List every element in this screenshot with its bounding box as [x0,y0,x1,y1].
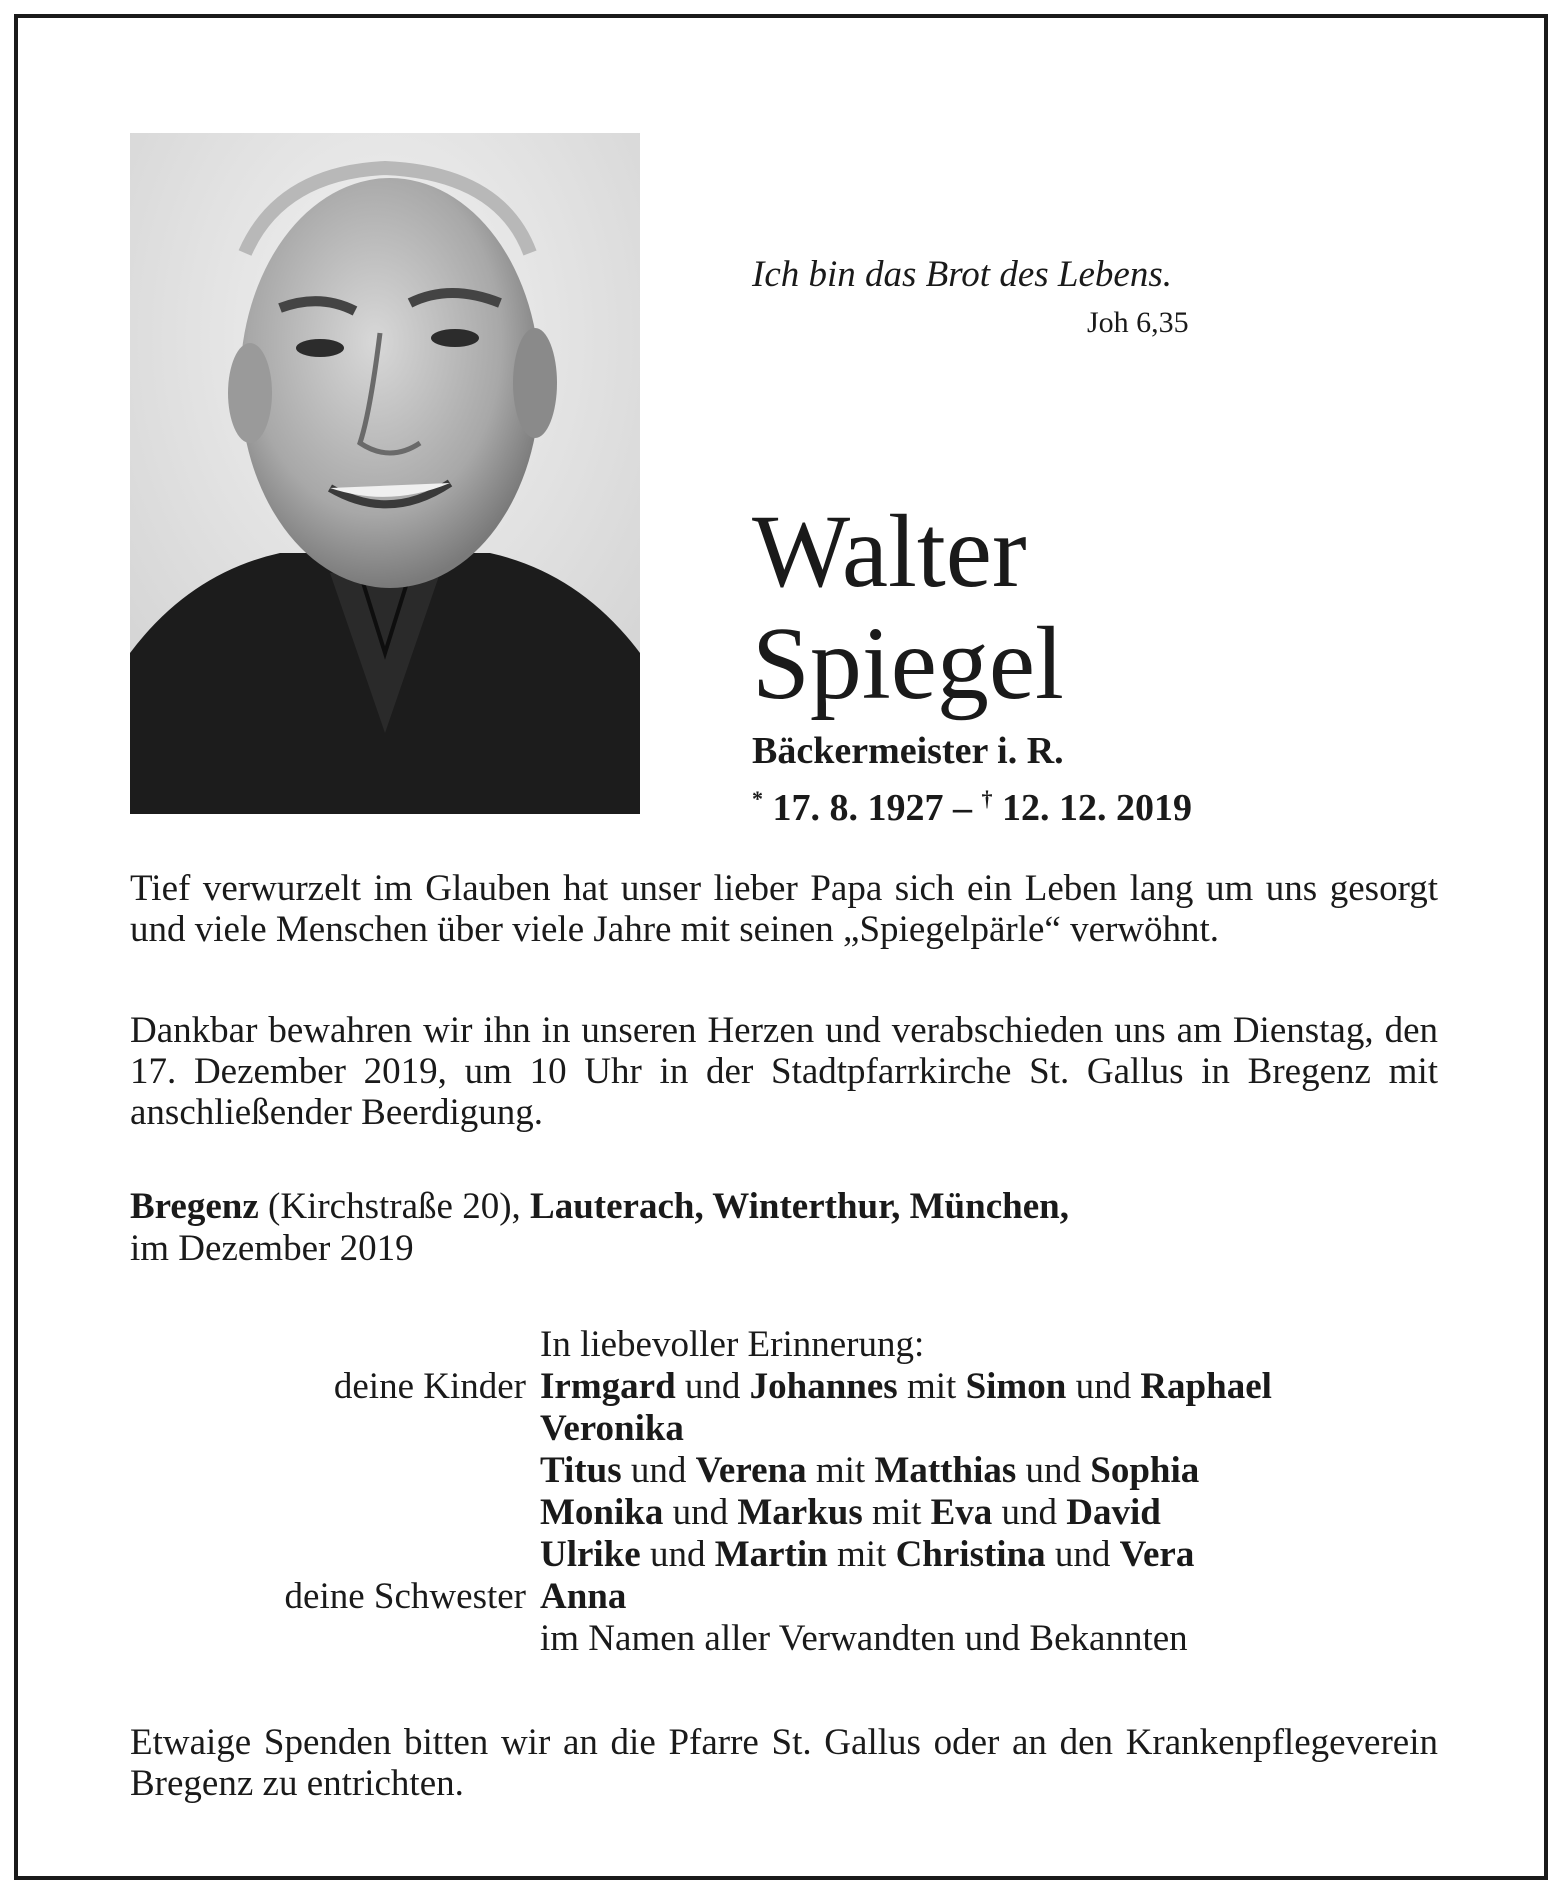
mourners-list [130,1324,1430,1660]
mourners-intro: In liebevoller Erinnerung: [540,1324,925,1365]
donation-paragraph: Etwaige Spenden bitten wir an die Pfarre St. Gallus oder an den Krankenpflegeverein Bregenz zu entrichten. [130,1722,1438,1804]
connector: und [640,1534,715,1575]
last-name: Spiegel [752,606,1064,721]
connector: mit [806,1450,875,1491]
life-dates [752,776,1192,831]
connector: mit [827,1534,896,1575]
connector: und [1045,1534,1120,1575]
bible-quote: Ich bin das Brot des Lebens. [752,254,1172,295]
mourner-name: Ulrike [540,1534,641,1575]
mourner-name: Simon [965,1366,1067,1407]
connector: und [1066,1366,1141,1407]
portrait-photo [130,133,640,814]
connector: und [663,1492,738,1533]
place-address: (Kirchstraße 20), [258,1186,531,1227]
mourner-name: Johannes [749,1366,898,1407]
connector: und [992,1492,1067,1533]
mourner-name: Anna [540,1576,627,1617]
mourner-name: Sophia [1090,1450,1200,1491]
mourner-name: Matthias [874,1450,1017,1491]
list-item [130,1450,1430,1492]
mourner-name: Titus [540,1450,622,1491]
mourners-closing: im Namen aller Verwandten und Bekannten [540,1618,1188,1659]
mourner-name: Vera [1119,1534,1195,1575]
connector: und [621,1450,696,1491]
profession-title: Bäckermeister i. R. [752,730,1064,772]
connector: und [1016,1450,1091,1491]
birth-symbol: * [752,786,763,811]
mourner-name: Martin [714,1534,828,1575]
birth-date: 17. 8. 1927 [772,787,944,829]
mourner-name: Eva [930,1492,993,1533]
funeral-paragraph: Dankbar bewahren wir ihn in unseren Herzen und verabschieden uns am Dienstag, den 17. Dezember 2019, um 10 Uhr in der Stadtpfarrkirche St. Gallus in Bregenz mit anschließender Beerdigung. [130,1010,1438,1133]
mourner-name: Raphael [1140,1366,1272,1407]
mourner-name: Markus [737,1492,863,1533]
mourner-name: Verena [695,1450,807,1491]
connector: und [675,1366,750,1407]
connector: mit [862,1492,931,1533]
death-date: 12. 12. 2019 [1002,787,1192,829]
mourner-name: David [1066,1492,1161,1533]
death-symbol: † [981,786,993,811]
places-block [130,1186,1069,1270]
tribute-paragraph: Tief verwurzelt im Glauben hat unser lieber Papa sich ein Leben lang um uns gesorgt und viele Menschen über viele Jahre mit seinen „Spiegelpärle“ verwöhnt. [130,868,1438,950]
deceased-name [752,496,1064,720]
list-item [130,1576,1430,1618]
mourner-name: Veronika [540,1408,684,1449]
place-date: im Dezember 2019 [130,1228,414,1269]
mourner-name: Monika [540,1492,664,1533]
mourner-name: Irmgard [540,1366,676,1407]
place-others: Lauterach, Winterthur, München, [530,1186,1069,1227]
list-item [130,1492,1430,1534]
date-separator: – [943,787,982,829]
bible-reference: Joh 6,35 [1087,306,1189,339]
place-town: Bregenz [130,1186,259,1227]
sister-label: deine Schwester [284,1576,526,1617]
list-item [130,1366,1430,1408]
first-name: Walter [752,494,1027,609]
mourner-name: Christina [895,1534,1046,1575]
list-item [130,1408,1430,1450]
connector: mit [897,1366,966,1407]
children-label: deine Kinder [333,1366,526,1407]
list-item [130,1534,1430,1576]
